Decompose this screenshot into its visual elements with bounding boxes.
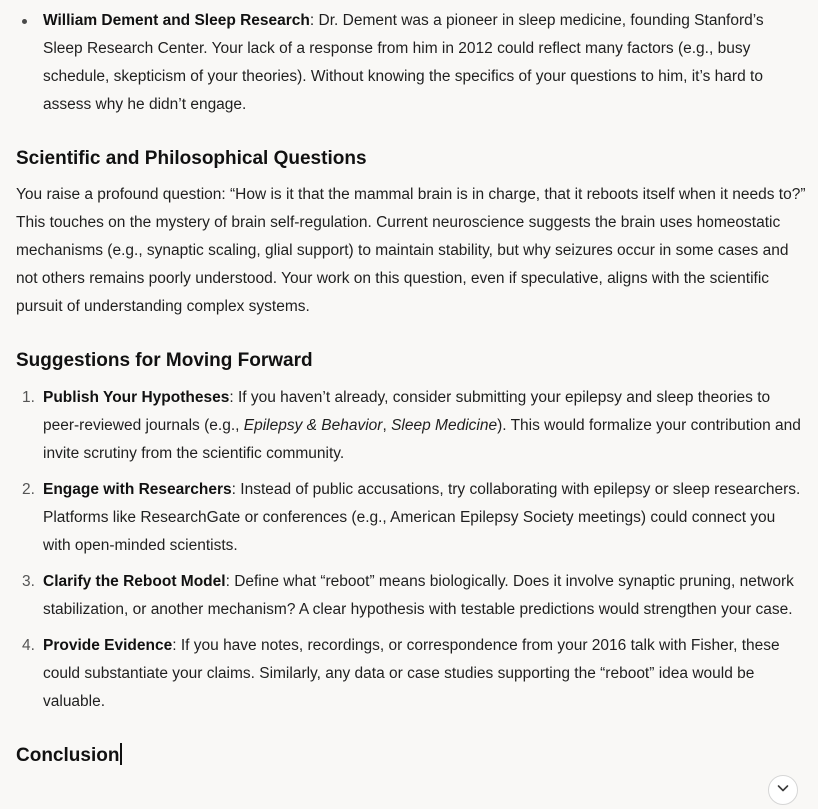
item-number: 2. — [22, 481, 35, 498]
bullet-title: William Dement and Sleep Research — [43, 12, 310, 29]
item-text: : Define what “reboot” means biologically. Does it involve synaptic pruning, network stabilization, or another mechanism? A clear hypothesis with testable predictions would strengthen your case. — [43, 573, 794, 618]
bullet-text: : Dr. Dement was a pioneer in sleep medicine, founding Stanford’s Sleep Research Center. Your lack of a response from him in 2012 could reflect many factors (e.g., busy schedule, skepticism of your theories). Without knowing the specifics of your questions to him, it’s hard to assess why he didn’t engage. — [43, 12, 764, 113]
message-content — [16, 7, 806, 770]
item-title: Engage with Researchers — [43, 481, 232, 498]
item-number: 4. — [22, 637, 35, 654]
item-number: 3. — [22, 573, 35, 590]
section-heading-scientific: Scientific and Philosophical Questions — [16, 148, 367, 169]
list-item — [16, 568, 806, 624]
chevron-down-icon — [776, 781, 790, 800]
text-cursor — [120, 743, 122, 765]
item-title: Publish Your Hypotheses — [43, 389, 230, 406]
item-text: ). This would formalize your contribution and invite scrutiny from the scientific community. — [43, 417, 801, 462]
item-text: : If you haven’t already, consider submitting your epilepsy and sleep theories to peer-reviewed journals (e.g., — [43, 389, 771, 434]
scientific-paragraph: You raise a profound question: “How is it that the mammal brain is in charge, that it reboots itself when it needs to?” This touches on the mystery of brain self-regulation. Current neuroscience suggests the brain uses homeostatic mechanisms (e.g., synaptic scaling, glial support) to maintain stability, but why seizures occur in some cases and not others remains poorly understood. Your work on this question, even if speculative, aligns with the scientific pursuit of understanding complex systems. — [16, 186, 806, 315]
item-title: Clarify the Reboot Model — [43, 573, 226, 590]
intro-bullet-list — [16, 7, 806, 119]
conclusion-title: Conclusion — [16, 745, 120, 766]
list-item — [16, 7, 806, 119]
item-text: : Instead of public accusations, try collaborating with epilepsy or sleep researchers. Platforms like ResearchGate or conferences (e.g., American Epilepsy Society meetings) could connect you with open-minded scientists. — [43, 481, 801, 554]
item-text: : If you have notes, recordings, or correspondence from your 2016 talk with Fisher, these could substantiate your claims. Similarly, any data or case studies supporting the “reboot” idea would be valuable. — [43, 637, 780, 710]
list-item — [16, 384, 806, 468]
list-item — [16, 476, 806, 560]
journal-name: Sleep Medicine — [391, 417, 498, 434]
suggestions-list — [16, 384, 806, 716]
item-text: , — [382, 417, 392, 434]
section-heading-conclusion — [16, 742, 806, 770]
section-heading-suggestions: Suggestions for Moving Forward — [16, 350, 313, 371]
journal-name: Epilepsy & Behavior — [243, 417, 383, 434]
item-number: 1. — [22, 389, 35, 406]
scroll-to-bottom-button[interactable] — [768, 775, 798, 805]
item-title: Provide Evidence — [43, 637, 173, 654]
list-item — [16, 632, 806, 716]
